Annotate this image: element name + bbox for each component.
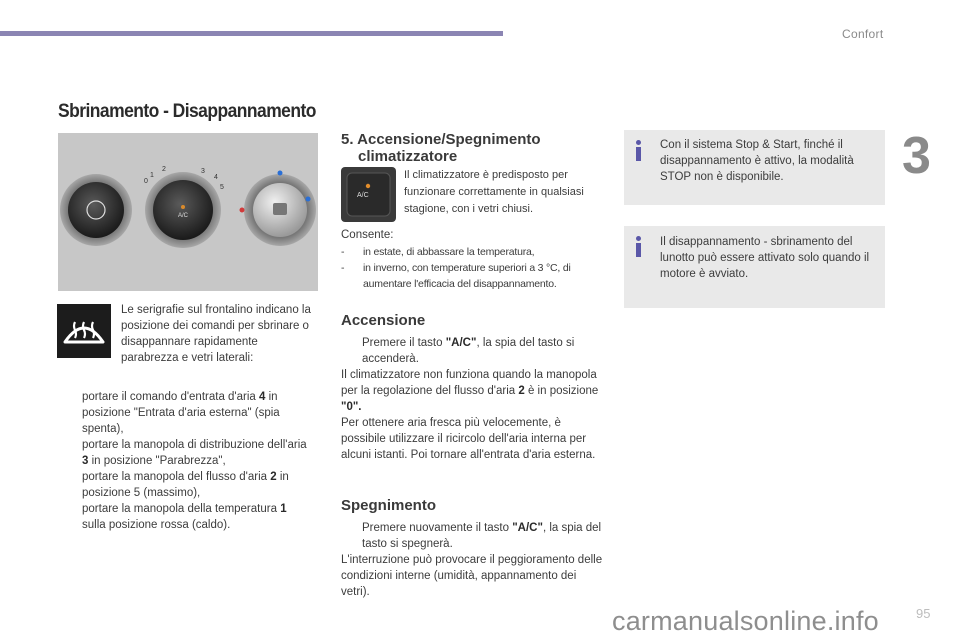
- consente-list: [341, 244, 611, 292]
- list-item: portare la manopola del flusso d'aria 2 in posizione 5 (massimo),: [82, 471, 289, 499]
- note-text: Il disappannamento - sbrinamento del lunotto può essere attivato solo quando il motore è avviato.: [660, 236, 870, 280]
- list-item: - in estate, di abbassare la temperatura,: [341, 246, 535, 258]
- list-item: portare la manopola della temperatura 1 sulla posizione rossa (caldo).: [82, 503, 287, 531]
- accensione-body: [341, 335, 606, 463]
- note-box-stop-start: [624, 130, 885, 205]
- list-item: Premere il tasto "A/C", la spia del tasto si accenderà.: [362, 337, 575, 365]
- ac-button-label: A/C: [357, 192, 369, 199]
- note-box-rear-defrost: [624, 226, 885, 308]
- svg-text:1: 1: [150, 172, 154, 179]
- heading-accensione: Accensione: [341, 312, 426, 329]
- svg-text:5: 5: [220, 184, 224, 191]
- svg-text:0: 0: [144, 178, 148, 185]
- page-number: 95: [916, 606, 931, 621]
- accensione-paragraph-1: Il climatizzatore non funziona quando la manopola per la regolazione del flusso d'aria 2 è in posizione "0".: [341, 369, 599, 413]
- header-accent-bar: [0, 31, 503, 36]
- heading-spegnimento: Spegnimento: [341, 497, 437, 514]
- chapter-number: 3: [902, 127, 931, 185]
- list-item: - in inverno, con temperature superiori a 3 °C, di aumentare l'efficacia del disappannamento.: [341, 262, 571, 290]
- section-label: Confort: [842, 27, 884, 41]
- accensione-paragraph-2: Per ottenere aria fresca più velocemente, è possibile utilizzare il ricircolo dell'aria interna per alcuni istanti. Poi tornare all'entrata d'aria esterna.: [341, 417, 596, 461]
- defrost-steps: [61, 389, 311, 533]
- spegnimento-paragraph: L'interruzione può provocare il peggioramento delle condizioni interne (umidità, appannamento dei vetri).: [341, 554, 603, 598]
- note-text: Con il sistema Stop & Start, finché il disappannamento è attivo, la modalità STOP non è disponibile.: [660, 139, 854, 183]
- page-title: Sbrinamento - Disappannamento: [58, 101, 316, 122]
- list-item: portare la manopola di distribuzione dell'aria 3 in posizione "Parabrezza",: [82, 439, 307, 467]
- watermark: carmanualsonline.info: [612, 606, 879, 636]
- svg-text:4: 4: [214, 174, 218, 181]
- svg-text:2: 2: [162, 166, 166, 173]
- defrost-icon: [57, 304, 111, 358]
- control-panel-illustration: [58, 133, 318, 291]
- list-item: portare il comando d'entrata d'aria 4 in posizione "Entrata d'aria esterna" (spia spenta),: [82, 391, 280, 435]
- ac-intro: Il climatizzatore è predisposto per funzionare correttamente in qualsiasi stagione, con i vetri chiusi.: [404, 169, 584, 215]
- info-icon: [636, 236, 642, 257]
- ac-button-photo: [341, 167, 396, 222]
- svg-text:3: 3: [201, 168, 205, 175]
- control-panel-photo: [58, 133, 318, 291]
- photo-ac-label: A/C: [177, 213, 189, 219]
- spegnimento-body: [341, 520, 606, 600]
- info-icon: [636, 140, 642, 161]
- consente-label: Consente:: [341, 229, 394, 241]
- section-heading-ac: 5. Accensione/Spegnimento climatizzatore: [341, 131, 541, 165]
- defrost-caption: Le serigrafie sul frontalino indicano la posizione dei comandi per sbrinare o disappannare rapidamente parabrezza e vetri laterali:: [121, 304, 311, 364]
- list-item: Premere nuovamente il tasto "A/C", la spia del tasto si spegnerà.: [362, 522, 602, 550]
